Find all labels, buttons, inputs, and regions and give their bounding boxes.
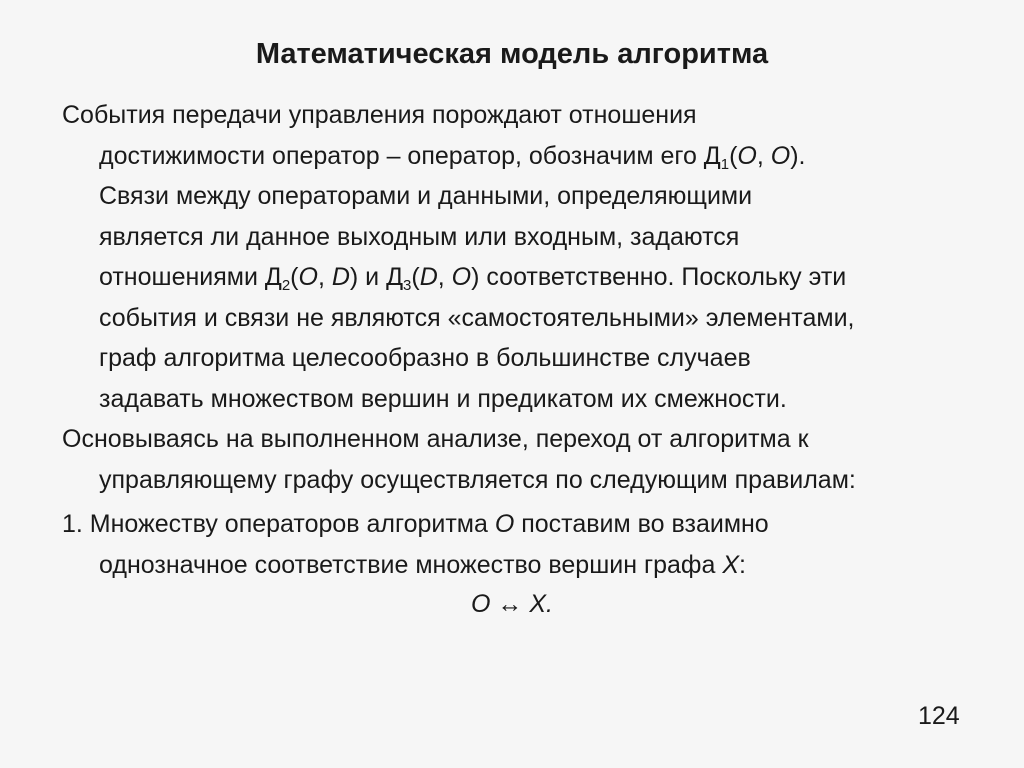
math-symbol: O (770, 141, 791, 170)
math-symbol: X (722, 550, 740, 579)
text-line (62, 257, 982, 298)
text-fragment: 1. Множеству операторов алгоритма (62, 510, 495, 538)
text-line: является ли данное выходным или входным, задаются (99, 222, 740, 251)
paragraph-control-events (62, 95, 982, 419)
text-fragment: : (739, 550, 746, 579)
text-fragment: , (437, 263, 452, 291)
text-fragment: отношениями Д (99, 263, 282, 291)
text-line: события и связи не являются «самостоятельными» элементами, (99, 303, 855, 332)
text-fragment: ( (290, 263, 299, 291)
paragraph-transition (62, 419, 982, 500)
math-symbol: D (331, 263, 350, 291)
text-line: задавать множеством вершин и предикатом их смежности. (99, 384, 787, 413)
subscript: 3 (403, 277, 412, 294)
paragraph-rule-1 (62, 504, 982, 585)
math-symbol: O (451, 263, 472, 291)
math-symbol: O (298, 263, 318, 291)
page-number: 124 (918, 702, 960, 730)
text-line (62, 136, 982, 177)
math-symbol: D (419, 263, 438, 291)
text-fragment: , (317, 263, 332, 291)
text-fragment: ( (411, 263, 420, 291)
slide-title: Математическая модель алгоритма (255, 38, 769, 70)
text-fragment: однозначное соответствие множество вершин графа (99, 550, 723, 579)
math-symbol: O (494, 510, 515, 538)
text-fragment: достижимости оператор – оператор, обозначим его Д (99, 141, 721, 170)
text-fragment: ) и Д (349, 263, 404, 291)
text-line: граф алгоритма целесообразно в большинстве случаев (99, 344, 751, 372)
text-line (62, 504, 982, 545)
text-line: управляющему графу осуществляется по следующим правилам: (99, 465, 856, 494)
text-fragment: ( (729, 141, 738, 170)
text-line: Связи между операторами и данными, определяющими (99, 182, 753, 210)
text-fragment: поставим во взаимно (514, 510, 769, 538)
text-fragment: , (756, 141, 771, 170)
math-symbol: O (737, 141, 757, 170)
text-line: Основываясь на выполненном анализе, переход от алгоритма к (62, 425, 809, 453)
text-line: События передачи управления порождают отношения (62, 101, 697, 129)
subscript: 1 (720, 155, 730, 173)
text-fragment: ) соответственно. Поскольку эти (471, 263, 847, 291)
formula: O ↔ X. (471, 590, 553, 618)
text-fragment: ). (790, 141, 806, 170)
text-line (62, 545, 982, 586)
subscript: 2 (281, 277, 291, 294)
